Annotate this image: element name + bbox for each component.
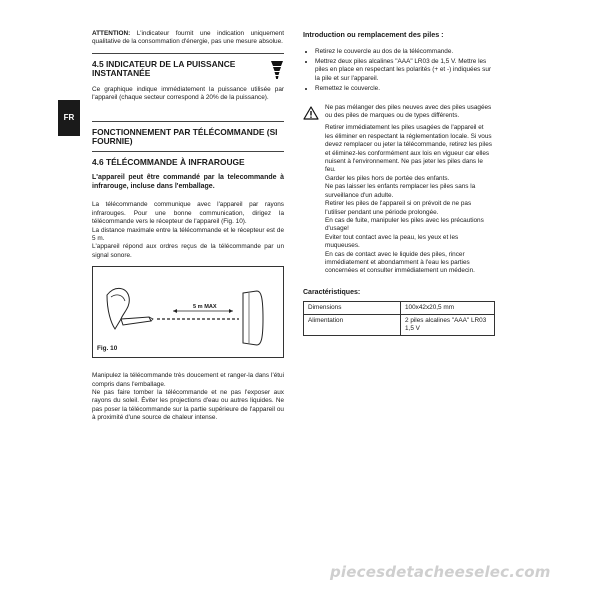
remote-operation-title: FONCTIONNEMENT PAR TÉLÉCOMMANDE (SI FOURNIE) bbox=[92, 126, 278, 147]
warning-paragraph: Garder les piles hors de portée des enfants. bbox=[325, 174, 450, 182]
section-4-6-title: 4.6 TÉLÉCOMMANDE À INFRAROUGE bbox=[92, 156, 245, 167]
handling-paragraph-2: Ne pas faire tomber la télécommande et ne pas l'exposer aux rayons du soleil. Éviter les projections d'eau ou autres liquides. Ne pas poser la télécommande sur la partie supérieure de l'appareil ou à proximité d'une source de chaleur intense. bbox=[92, 389, 284, 422]
specs-title: Caractéristiques: bbox=[303, 288, 361, 296]
spec-key: Alimentation bbox=[304, 315, 401, 336]
warning-paragraph: En cas de contact avec le liquide des piles, rincer immédiatement et abondamment à l'eau les parties concernées et consulter immédiatement un médecin. bbox=[325, 250, 475, 275]
warning-paragraph: Retirer immédiatement les piles usagées de l'appareil et les éliminer en respectant la réglementation locale. Si vous devez remplacer ou jeter la télécommande, retirez les piles et éliminez-les conformément aux lois en vigueur car elles nuisent à l'environnement. Ne pas jeter les piles dans le feu. bbox=[325, 124, 492, 174]
section-divider bbox=[92, 121, 284, 122]
section-4-5-title: 4.5 INDICATEUR DE LA PUISSANCE INSTANTANÉE bbox=[92, 58, 236, 79]
remote-intro: L'appareil peut être commandé par la telecommande à infrarouge, incluse dans l'emballage. bbox=[92, 174, 284, 191]
section-4-5-header bbox=[92, 60, 284, 80]
figure-caption: Fig. 10 bbox=[97, 344, 118, 352]
list-item: • Retirez le couvercle au dos de la télécommande. bbox=[315, 48, 493, 56]
section-divider bbox=[92, 53, 284, 54]
battery-steps bbox=[303, 48, 493, 94]
remote-paragraph-3: L'appareil répond aux ordres reçus de la télécommande par un signal sonore. bbox=[92, 243, 284, 259]
figure-10 bbox=[92, 266, 284, 358]
battery-warnings bbox=[303, 104, 493, 280]
attention-text: L'indicateur fournit une indication uniquement qualitative de la consommation d'énergie, pas une mesure absolue. bbox=[92, 30, 284, 46]
site-watermark: piecesdetacheeselec.com bbox=[330, 563, 551, 581]
spec-value: 2 piles alcalines "AAA" LR03 1,5 V bbox=[401, 315, 495, 336]
warning-paragraph: En cas de fuite, manipuler les piles avec les précautions d'usage! bbox=[325, 216, 484, 233]
spec-value: 100x42x20,5 mm bbox=[401, 302, 495, 315]
remote-paragraph-2: La distance maximale entre la télécommande et le récepteur est de 5 m. bbox=[92, 226, 284, 243]
section-divider bbox=[92, 151, 284, 152]
warning-paragraph: Eviter tout contact avec la peau, les yeux et les muqueuses. bbox=[325, 233, 459, 250]
table-row bbox=[304, 315, 495, 336]
table-row bbox=[304, 302, 495, 315]
remote-paragraph-1: La télécommande communique avec l'appareil par rayons infrarouges. Pour une bonne communication, dirigez la télécommande vers le récepteur de l'appareil (Fig. 10). bbox=[92, 201, 284, 226]
remote-illustration bbox=[93, 267, 283, 357]
specs-table bbox=[303, 301, 495, 336]
section-4-5-body: Ce graphique indique immédiatement la puissance utilisée par l'appareil (chaque secteur correspond à 20% de la puissance). bbox=[92, 85, 284, 102]
handling-paragraph-1: Manipulez la télécommande très doucement et ranger-la dans l'étui compris dans l'emballage. bbox=[92, 372, 284, 388]
attention-note bbox=[92, 30, 284, 47]
attention-label: ATTENTION: bbox=[92, 30, 131, 37]
spec-key: Dimensions bbox=[304, 302, 401, 315]
warning-icon bbox=[303, 106, 319, 120]
distance-label: 5 m MAX bbox=[193, 304, 217, 311]
batteries-title: Introduction ou remplacement des piles : bbox=[303, 30, 444, 39]
left-column bbox=[92, 30, 284, 429]
power-indicator-icon bbox=[270, 60, 284, 80]
appliance-drawing bbox=[243, 291, 263, 345]
right-column bbox=[303, 30, 493, 336]
list-item: • Mettrez deux piles alcalines "AAA" LR03 de 1,5 V. Mettre les piles en place en respectant les polarités (+ et -) indiquées sur la pile et sur l'appareil. bbox=[315, 58, 493, 83]
list-item: • Remettez le couvercle. bbox=[315, 85, 493, 93]
language-tab: FR bbox=[58, 100, 80, 136]
warning-paragraph: Ne pas laisser les enfants remplacer les piles sans la surveillance d'un adulte. bbox=[325, 183, 476, 199]
warning-paragraph: Retirer les piles de l'appareil si on prévoit de ne pas l'utiliser pendant une période prolongée. bbox=[325, 200, 472, 216]
remote-drawing bbox=[121, 317, 151, 325]
warning-paragraph: Ne pas mélanger des piles neuves avec des piles usagées ou des piles de marques ou de types différents. bbox=[325, 103, 492, 120]
warning-text bbox=[325, 104, 493, 280]
